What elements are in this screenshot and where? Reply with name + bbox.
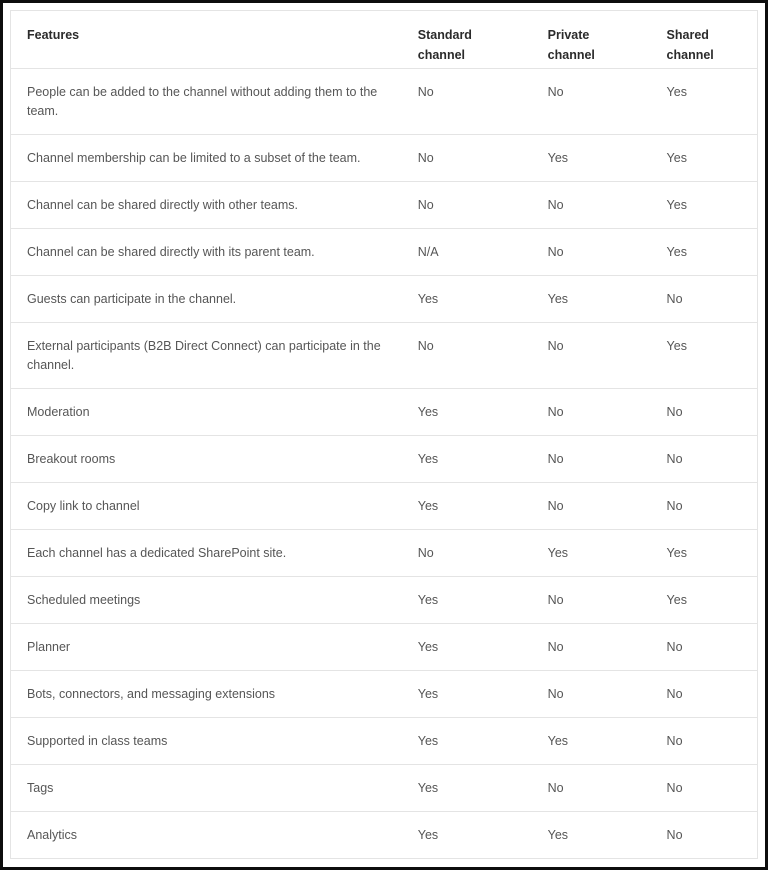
value-cell: Yes xyxy=(651,323,758,389)
feature-cell: Each channel has a dedicated SharePoint site. xyxy=(11,530,402,577)
value-cell: No xyxy=(532,671,651,718)
column-header-standard-channel xyxy=(402,11,532,69)
feature-cell: External participants (B2B Direct Connect) can participate in the channel. xyxy=(11,323,402,389)
value-cell: No xyxy=(532,323,651,389)
feature-cell: Moderation xyxy=(11,389,402,436)
feature-cell: Guests can participate in the channel. xyxy=(11,276,402,323)
column-header-label: Shared channel xyxy=(666,28,714,62)
table-row xyxy=(11,765,758,812)
value-cell: No xyxy=(402,135,532,182)
feature-cell: Copy link to channel xyxy=(11,483,402,530)
feature-cell: People can be added to the channel without adding them to the team. xyxy=(11,69,402,135)
value-cell: No xyxy=(532,765,651,812)
feature-cell: Breakout rooms xyxy=(11,436,402,483)
value-cell: N/A xyxy=(402,229,532,276)
table-row xyxy=(11,530,758,577)
value-cell: Yes xyxy=(651,69,758,135)
value-cell: Yes xyxy=(651,229,758,276)
table-row xyxy=(11,671,758,718)
value-cell: Yes xyxy=(402,671,532,718)
value-cell: Yes xyxy=(402,276,532,323)
value-cell: No xyxy=(532,229,651,276)
value-cell: No xyxy=(402,182,532,229)
value-cell: No xyxy=(651,812,758,859)
table-row xyxy=(11,182,758,229)
value-cell: Yes xyxy=(402,389,532,436)
value-cell: No xyxy=(651,276,758,323)
value-cell: Yes xyxy=(651,577,758,624)
table-row xyxy=(11,718,758,765)
table-row xyxy=(11,577,758,624)
value-cell: No xyxy=(402,530,532,577)
value-cell: No xyxy=(532,69,651,135)
value-cell: Yes xyxy=(532,135,651,182)
feature-cell: Tags xyxy=(11,765,402,812)
value-cell: Yes xyxy=(402,812,532,859)
table-row xyxy=(11,624,758,671)
value-cell: Yes xyxy=(651,530,758,577)
value-cell: No xyxy=(532,436,651,483)
value-cell: No xyxy=(651,624,758,671)
value-cell: Yes xyxy=(651,135,758,182)
value-cell: No xyxy=(651,436,758,483)
value-cell: Yes xyxy=(402,624,532,671)
value-cell: No xyxy=(532,389,651,436)
table-header-row xyxy=(11,11,758,69)
table-row xyxy=(11,436,758,483)
value-cell: Yes xyxy=(402,577,532,624)
feature-cell: Channel can be shared directly with other teams. xyxy=(11,182,402,229)
value-cell: Yes xyxy=(532,276,651,323)
table-row xyxy=(11,483,758,530)
value-cell: No xyxy=(651,718,758,765)
value-cell: Yes xyxy=(532,812,651,859)
value-cell: No xyxy=(532,182,651,229)
value-cell: Yes xyxy=(402,483,532,530)
table-row xyxy=(11,276,758,323)
column-header-private-channel xyxy=(532,11,651,69)
column-header-features xyxy=(11,11,402,69)
table-row xyxy=(11,389,758,436)
value-cell: No xyxy=(402,323,532,389)
feature-cell: Channel can be shared directly with its parent team. xyxy=(11,229,402,276)
feature-cell: Planner xyxy=(11,624,402,671)
value-cell: Yes xyxy=(532,718,651,765)
value-cell: Yes xyxy=(532,530,651,577)
table-body xyxy=(11,69,758,859)
value-cell: Yes xyxy=(402,718,532,765)
value-cell: No xyxy=(651,765,758,812)
column-header-shared-channel xyxy=(651,11,758,69)
value-cell: No xyxy=(651,671,758,718)
table-row xyxy=(11,812,758,859)
feature-cell: Bots, connectors, and messaging extensions xyxy=(11,671,402,718)
table-row xyxy=(11,323,758,389)
column-header-label: Standard channel xyxy=(417,28,472,62)
feature-cell: Supported in class teams xyxy=(11,718,402,765)
column-header-label: Features xyxy=(27,28,80,42)
value-cell: Yes xyxy=(651,182,758,229)
feature-cell: Channel membership can be limited to a subset of the team. xyxy=(11,135,402,182)
value-cell: No xyxy=(532,624,651,671)
feature-cell: Scheduled meetings xyxy=(11,577,402,624)
value-cell: No xyxy=(532,577,651,624)
feature-cell: Analytics xyxy=(11,812,402,859)
value-cell: Yes xyxy=(402,436,532,483)
value-cell: No xyxy=(402,69,532,135)
table-row xyxy=(11,69,758,135)
value-cell: No xyxy=(532,483,651,530)
value-cell: Yes xyxy=(402,765,532,812)
channel-feature-comparison-table xyxy=(10,10,758,859)
table-row xyxy=(11,229,758,276)
value-cell: No xyxy=(651,483,758,530)
value-cell: No xyxy=(651,389,758,436)
column-header-label: Private channel xyxy=(547,28,595,62)
table-row xyxy=(11,135,758,182)
